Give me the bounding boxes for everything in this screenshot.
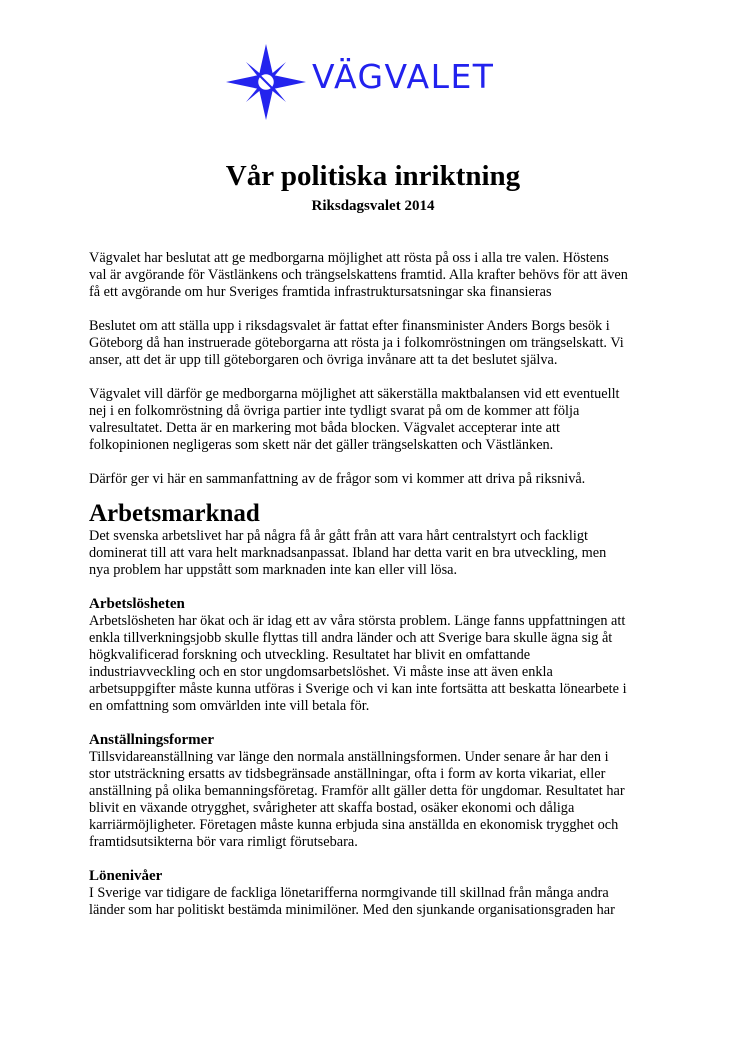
- paragraph: Därför ger vi här en sammanfattning av de frågor som vi kommer att driva på riksnivå.: [89, 471, 586, 487]
- paragraph: Vägvalet vill därför ge medborgarna möjlighet att säkerställa maktbalansen vid ett eventuellt nej i en folkomröstning då övriga partier inte tydligt svarat på om de kommer att följa valresultatet. Detta är en markering mot båda blocken. Vägvalet accepterar inte att folkopinionen negligeras som skett när det gäller trängselskatten och Västlänken.: [89, 386, 620, 453]
- paragraph: Arbetslösheten har ökat och är idag ett av våra största problem. Länge fanns uppfattningen att enkla tillverkningsjobb skulle flyttas till andra länder och att Sverige bara skulle ägna sig åt högkvalificerad forskning och utveckling. Resultatet har blivit en omfattande industriavveckling och en stor ungdomsarbetslöshet. Vi måste inse att även enkla arbetsuppgifter måste kunna utföras i Sverige och vi kan inte fortsätta att beskatta lönearbete i en omfattning som omvärlden inte vill betala för.: [89, 613, 627, 714]
- paragraph: Det svenska arbetslivet har på några få år gått från att vara hårt centralstyrt och fackligt dominerat till att vara helt marknadsanpassat. Ibland har detta varit en bra utveckling, men nya problem har uppstått som marknaden inte kan eller vill lösa.: [89, 528, 607, 578]
- section-heading: Arbetsmarknad: [89, 500, 260, 527]
- page-title: Vår politiska inriktning: [225, 160, 521, 192]
- page-subtitle: Riksdagsvalet 2014: [311, 198, 435, 214]
- paragraph: Beslutet om att ställa upp i riksdagsvalet är fattat efter finansminister Anders Borgs besök i Göteborg då han instruerade göteborgarna att rösta ja i folkomröstningen om trängselskatt. Vi anser, att det är upp till göteborgaren och övriga invånare att ta det beslutet själva.: [89, 318, 624, 368]
- document-body: [89, 250, 669, 919]
- paragraph: Tillsvidareanställning var länge den normala anställningsformen. Under senare år har den i stor utsträckning ersatts av tidsbegränsade anställningar, ofta i form av korta vikariat, eller anställning på olika bemanningsföretag. Framför allt gäller detta för ungdomar. Resultatet har blivit en växande otrygghet, svårigheter att skaffa bostad, osäker ekonomi och dåliga karriärmöjligheter. Företagen måste kunna erbjuda sina anställda en ekonomisk trygghet och framtidsutsikterna bör vara rimligt förutsebara.: [89, 749, 625, 850]
- brand-wordmark: VÄGVALET: [312, 57, 495, 96]
- paragraph: I Sverige var tidigare de fackliga lönetarifferna normgivande till skillnad från många andra länder som har politiskt bestämda minimilöner. Med den sjunkande organisationsgraden har: [89, 885, 615, 918]
- paragraph: Vägvalet har beslutat att ge medborgarna möjlighet att rösta på oss i alla tre valen. Höstens val är avgörande för Västlänkens och trängselskattens framtid. Alla krafter behövs för att även få ett avgörande om hur Sveriges framtida infrastruktursatsningar ska finansieras: [89, 250, 628, 300]
- subsection-heading: Arbetslösheten: [89, 596, 185, 612]
- subsection-heading: Anställningsformer: [89, 732, 214, 748]
- subsection-heading: Lönenivåer: [89, 868, 163, 884]
